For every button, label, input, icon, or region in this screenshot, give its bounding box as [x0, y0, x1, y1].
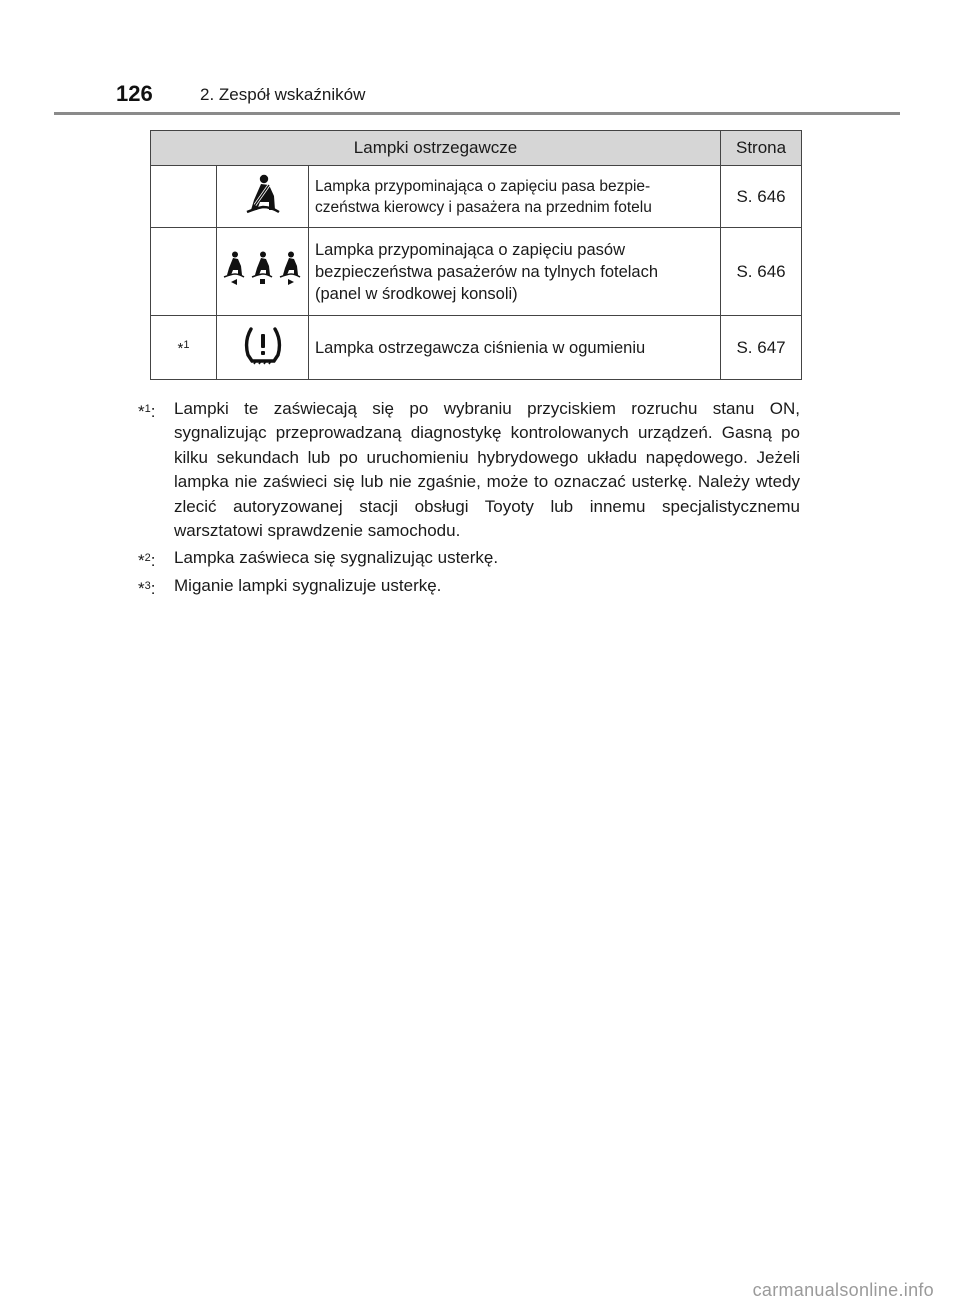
description-line: Lampka przypominająca o zapięciu pasa bezpie- [315, 177, 651, 195]
description-cell [309, 166, 721, 228]
footnote-mark: *$^3$: [138, 578, 156, 598]
table-row [151, 228, 802, 316]
description-line: Lampka przypominająca o zapięciu pasów [315, 240, 626, 259]
footnote-text: Lampki te zaświecają się po wybraniu przyciskiem rozruchu stanu ON, sygnalizując przeprowadzaną diagnostykę kontrolowanych urządzeń. Gasną po kilku sekundach lub po uruchomieniu hybrydowego układu napędowego. Jeżeli lampka nie zaświeci się lub nie zgaśnie, może to oznaczać usterkę. Należy wtedy zlecić autoryzowanej stacji obsługi Toyoty lub innemu specjalistycznemu warsztatowi sprawdzenie samochodu. [174, 399, 800, 541]
page-header [54, 78, 900, 115]
description-line: bezpieczeństwa pasażerów na tylnych fotelach [315, 262, 659, 281]
column-header-warning-lights: Lampki ostrzegawcze [151, 131, 721, 166]
footnote-number: 3 [144, 579, 151, 592]
description-cell [309, 228, 721, 316]
footnote-text: Miganie lampki sygnalizuje usterkę. [174, 575, 442, 595]
table-row [151, 166, 802, 228]
description-line: (panel w środkowej konsoli) [315, 284, 518, 303]
tire-pressure-icon [242, 325, 284, 365]
watermark: carmanualsonline.info [752, 1280, 934, 1300]
column-header-page: Strona [721, 131, 802, 166]
footnote [138, 397, 800, 543]
seatbelt-icon [245, 174, 281, 214]
page-reference: S. 646 [721, 166, 802, 228]
note-cell [151, 166, 217, 228]
table-row [151, 316, 802, 380]
note-cell [151, 228, 217, 316]
footnote-number: 1 [144, 403, 151, 415]
footnote-mark: *$^2$: [138, 551, 156, 571]
footnotes [138, 397, 800, 601]
icon-cell [217, 228, 309, 316]
description-line: czeństwa kierowcy i pasażera na przednim fotelu [315, 198, 652, 216]
icon-cell [217, 166, 309, 228]
rear-seatbelts-icon [222, 249, 304, 289]
description-line: Lampka ostrzegawcza ciśnienia w ogumieniu [315, 338, 646, 357]
icon-cell [217, 316, 309, 380]
section-title: 2. Zespół wskaźników [200, 85, 366, 104]
footnote [138, 574, 800, 598]
footnote-number: 2 [144, 552, 151, 565]
footnote-number: 1 [183, 338, 190, 351]
page-number: 126 [116, 81, 153, 106]
table-header-row [151, 131, 802, 166]
footnote-mark: *$^1$: [138, 402, 156, 421]
footnote [138, 546, 800, 570]
note-cell: *$^1$ [151, 316, 217, 380]
page-reference: S. 646 [721, 228, 802, 316]
footnote-text: Lampka zaświeca się sygnalizując usterkę. [174, 548, 499, 568]
warning-lights-table [150, 130, 802, 380]
description-cell [309, 316, 721, 380]
page-reference: S. 647 [721, 316, 802, 380]
